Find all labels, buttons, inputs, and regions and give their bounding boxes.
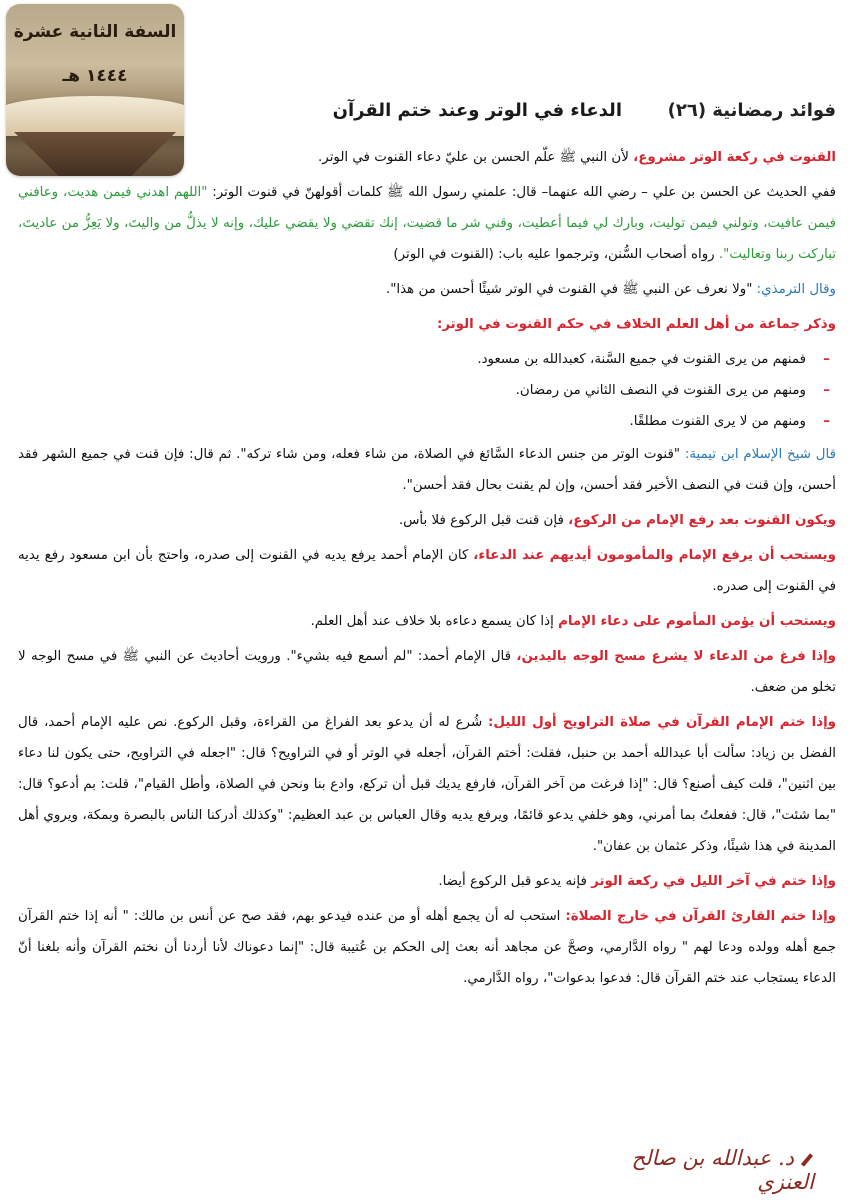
paragraph-lead: وذكر جماعة من أهل العلم الخلاف في حكم القنوت في الوتر: [436, 317, 836, 332]
paragraph-lead: قال شيخ الإسلام ابن تيمية: [684, 447, 836, 462]
series-title: فوائد رمضانية (٢٦) [667, 100, 836, 121]
paragraph-lead: وإذا ختم الإمام القرآن في صلاة التراويح أول الليل: [488, 715, 836, 730]
paragraph-text: استحب له أن يجمع أهله أو من عنده فيدعو بهم، فقد صح عن أنس بن مالك: " أنه إذا ختم القرآن جمع أهله وولده ودعا لهم " رواه الدَّارمي، وصحَّ عن مجاهد أنه بعث إلى الحكم بن عُتيبة قال: "إنما دعوناك لأنا أردنا أن نختم القرآن وأنه بلغنا أنّ الدعاء يستجاب عند ختم القرآن قال: فدعوا بدعوات"، رواه الدَّارمي. [18, 909, 836, 986]
paragraph-khatm-witr [18, 866, 836, 897]
year-label: ١٤٤٤ هـ [62, 66, 128, 86]
paragraph-tirmidhi [18, 274, 836, 305]
open-quran-book-icon [6, 96, 184, 136]
list-item: – ومنهم من لا يرى القنوت مطلقًا. [18, 406, 806, 437]
opinions-list [18, 344, 836, 437]
title-row [300, 100, 840, 130]
paragraph-text: فإنه يدعو قبل الركوع أيضا. [438, 874, 592, 889]
pen-icon [801, 1153, 813, 1166]
list-item: – فمنهم من يرى القنوت في جميع السَّنة، كعبدالله بن مسعود. [18, 344, 806, 375]
paragraph-hadith [18, 177, 836, 270]
page-title: الدعاء في الوتر وعند ختم القرآن [332, 100, 622, 121]
paragraph-lead: وإذا فرغ من الدعاء لا يشرع مسح الوجه باليدين، [516, 649, 836, 664]
paragraph-text: شُرع له أن يدعو بعد الفراغ من القراءة، وقبل الركوع. نص عليه الإمام أحمد، قال الفضل بن زياد: سألت أبا عبدالله أحمد بن حنبل، فقلت: أختم القرآن، أجعله في الوتر أو في التراويح؟ قال: "اجعله في التراويح، حتى يكون لنا دعاء بين اثنين"، قلت كيف أصنع؟ قال: "إذا فرغت من آخر القرآن، فارفع يديك قبل أن تركع، وادع بنا ونحن في الصلاة، وأطل القيام"، قلت: بم أدعو؟ قال: "بما شئت"، قال: ففعلتُ بما أمرني، وهو خلفي يدعو قائمًا، ويرفع يديه وقال العباس بن عبد العظيم: "وكذلك أدركنا الناس بالبصرة وبمكة، ويروي أهل المدينة في هذا شيئًا، وذكر عثمان بن عفان". [18, 715, 836, 854]
signature-text: د. عبدالله بن صالح العنزي [631, 1146, 814, 1194]
paragraph-ameen [18, 606, 836, 637]
paragraph-text: "قنوت الوتر من جنس الدعاء السَّائغ في الصلاة، من شاء فعله، ومن شاء تركه". ثم قال: فإن قنت في جميع الشهر فقد أحسن، وإن قنت في النصف الأخير فقد أحسن، وإن لم يقنت بحال فقد أحسن". [18, 447, 836, 493]
paragraph-khatm-taraweeh [18, 707, 836, 862]
paragraph-lead: ويستحب أن يؤمن المأموم على دعاء الإمام [558, 614, 836, 629]
paragraph-ibn-taymiyyah [18, 439, 836, 501]
paragraph-text: ففي الحديث عن الحسن بن علي – رضي الله عنهما– قال: علمني رسول الله ﷺ كلمات أقولهنّ في قنوت الوتر: [207, 185, 836, 200]
paragraph-qunut-legit [18, 142, 836, 173]
paragraph-raise-hands [18, 540, 836, 602]
paragraph-text: إذا كان يسمع دعاءه بلا خلاف عند أهل العلم. [310, 614, 559, 629]
paragraph-text: فإن قنت قبل الركوع فلا بأس. [398, 513, 569, 528]
paragraph-text: رواه أصحاب السُّنن، وترجموا عليه باب: (القنوت في الوتر) [393, 247, 719, 262]
paragraph-lead: القنوت في ركعة الوتر مشروع، [633, 150, 836, 165]
paragraph-khatm-outside [18, 901, 836, 994]
paragraph-lead: ويستحب أن يرفع الإمام والمأمومون أيديهم عند الدعاء، [473, 548, 836, 563]
paragraph-text: كان الإمام أحمد يرفع يديه في القنوت إلى صدره، واحتج بأن ابن مسعود رفع يديه في القنوت إلى صدره. [18, 548, 836, 594]
paragraph-text: قال الإمام أحمد: "لم أسمع فيه بشيء". ورويت أحاديث عن النبي ﷺ في مسح الوجه لا تخلو من ضعف. [18, 649, 836, 695]
paragraph-after-ruku [18, 505, 836, 536]
paragraph-lead: وإذا ختم القارئ القرآن في خارج الصلاة: [565, 909, 836, 924]
dua-quote: "اللهم اهدني فيمن هديت، وعافني فيمن عافيت، وتولني فيمن توليت، وبارك لي فيما أعطيت، وقني شر ما قضيت، إنك تقضي ولا يقضي عليك، وإنه لا يذلُّ من واليتَ، ولا يَعِزُّ من عاديتَ، تباركت ربنا وتعاليت". [18, 185, 836, 262]
paragraph-lead: ويكون القنوت بعد رفع الإمام من الركوع، [568, 513, 836, 528]
paragraph-lead: وإذا ختم في آخر الليل في ركعة الوتر [591, 874, 836, 889]
list-item: – ومنهم من يرى القنوت في النصف الثاني من رمضان. [18, 375, 806, 406]
article-body [18, 142, 836, 998]
season-label: السفة الثانية عشرة [13, 22, 177, 42]
paragraph-lead: وقال الترمذي: [756, 282, 836, 297]
paragraph-disagreement [18, 309, 836, 340]
author-signature [574, 1146, 814, 1194]
paragraph-wiping-face [18, 641, 836, 703]
paragraph-text: لأن النبي ﷺ علّم الحسن بن عليّ دعاء القنوت في الوتر. [318, 150, 634, 165]
paragraph-text: "ولا نعرف عن النبي ﷺ في القنوت في الوتر شيئًا أحسن من هذا". [385, 282, 757, 297]
